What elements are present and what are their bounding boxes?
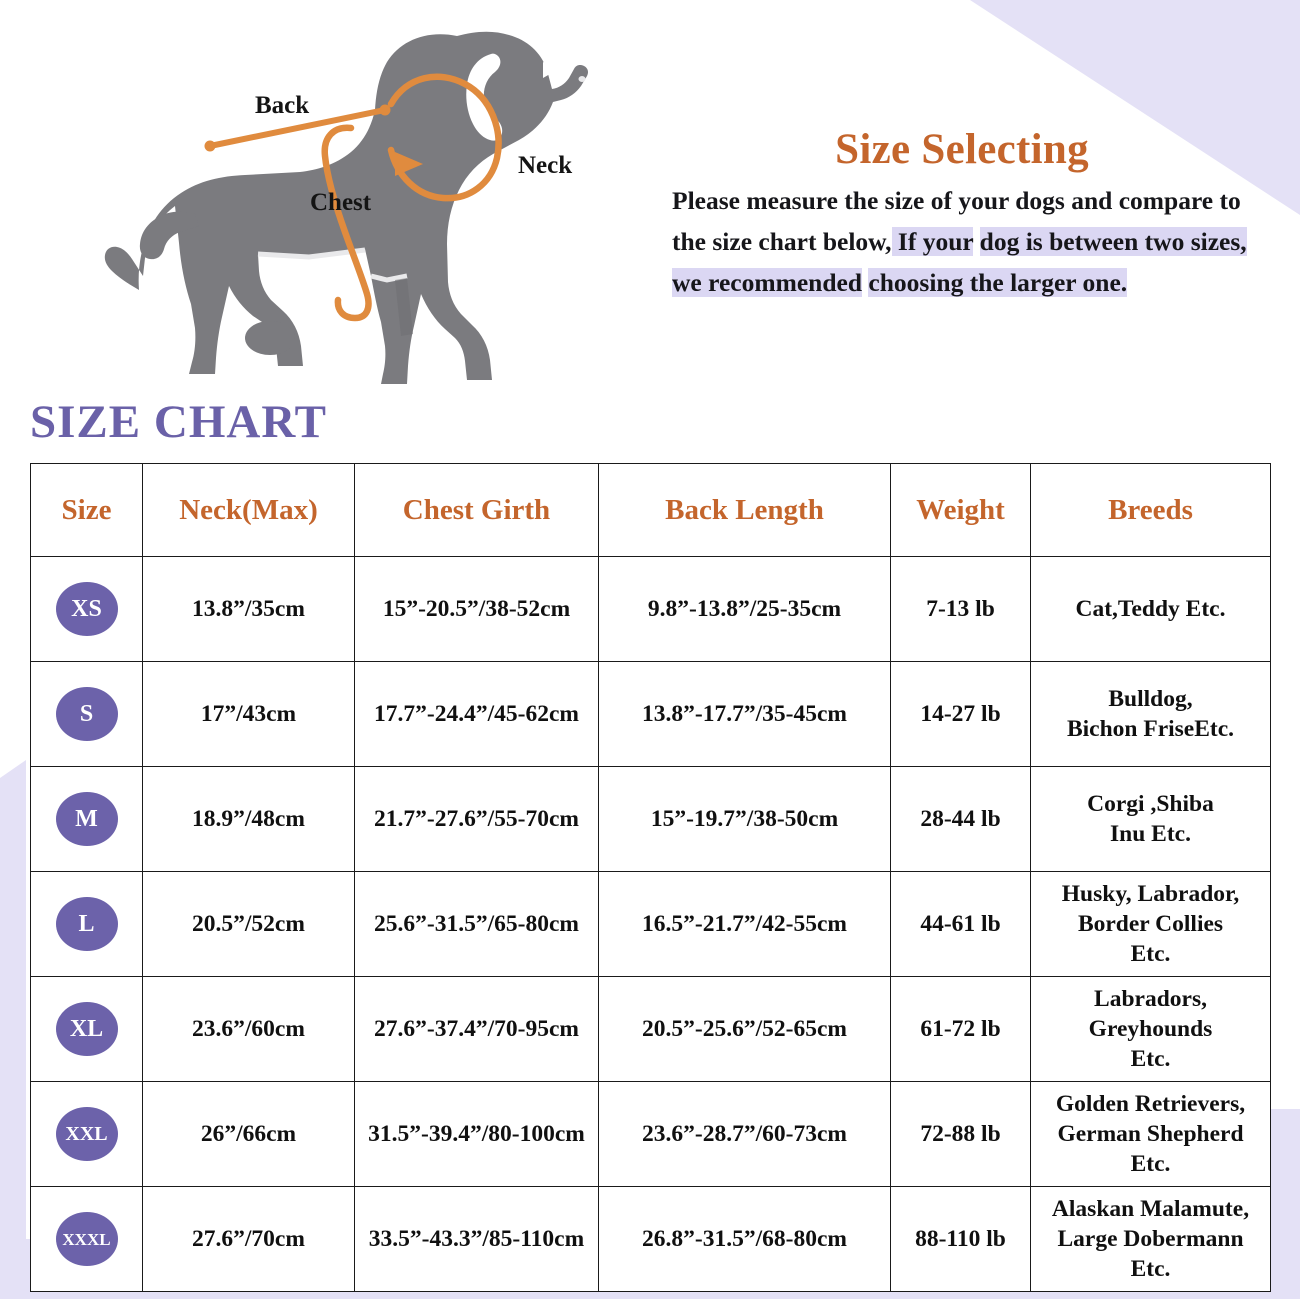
- cell-chest: 33.5”-43.3”/85-110cm: [355, 1187, 599, 1292]
- size-selecting-instructions: [672, 180, 1252, 303]
- cell-size: [31, 1082, 143, 1187]
- cell-breeds: Husky, Labrador, Border Collies Etc.: [1031, 872, 1271, 977]
- size-selecting-panel: [672, 125, 1252, 303]
- cell-weight: 7-13 lb: [891, 557, 1031, 662]
- cell-back: 13.8”-17.7”/35-45cm: [599, 662, 891, 767]
- cell-back: 15”-19.7”/38-50cm: [599, 767, 891, 872]
- cell-weight: 28-44 lb: [891, 767, 1031, 872]
- header-size: Size: [31, 464, 143, 557]
- table-row: [31, 1082, 1271, 1187]
- page-title: SIZE CHART: [30, 396, 327, 448]
- table-header-row: [31, 464, 1271, 557]
- cell-chest: 25.6”-31.5”/65-80cm: [355, 872, 599, 977]
- cell-size: [31, 977, 143, 1082]
- table-row: [31, 767, 1271, 872]
- cell-chest: 21.7”-27.6”/55-70cm: [355, 767, 599, 872]
- instructions-highlight-1: If your: [891, 227, 974, 256]
- size-selecting-title: Size Selecting: [835, 126, 1089, 173]
- cell-size: [31, 662, 143, 767]
- cell-neck: 27.6”/70cm: [143, 1187, 355, 1292]
- size-badge-xl: XL: [56, 1002, 118, 1056]
- cell-breeds: Corgi ,Shiba Inu Etc.: [1031, 767, 1271, 872]
- neck-label: Neck: [518, 152, 573, 179]
- size-badge-xxl: XXL: [56, 1107, 118, 1161]
- header-neck: Neck(Max): [143, 464, 355, 557]
- cell-back: 20.5”-25.6”/52-65cm: [599, 977, 891, 1082]
- header-back: Back Length: [599, 464, 891, 557]
- table-row: [31, 557, 1271, 662]
- cell-neck: 20.5”/52cm: [143, 872, 355, 977]
- table-body: [31, 557, 1271, 1292]
- cell-breeds: Golden Retrievers, German Shepherd Etc.: [1031, 1082, 1271, 1187]
- size-badge-xs: XS: [56, 582, 118, 636]
- size-badge-m: M: [56, 792, 118, 846]
- cell-breeds: Alaskan Malamute, Large Dobermann Etc.: [1031, 1187, 1271, 1292]
- size-chart-table-container: [30, 463, 1270, 1292]
- cell-weight: 88-110 lb: [891, 1187, 1031, 1292]
- cell-neck: 23.6”/60cm: [143, 977, 355, 1082]
- cell-size: [31, 557, 143, 662]
- header-breeds: Breeds: [1031, 464, 1271, 557]
- table-row: [31, 1187, 1271, 1292]
- cell-chest: 15”-20.5”/38-52cm: [355, 557, 599, 662]
- cell-back: 9.8”-13.8”/25-35cm: [599, 557, 891, 662]
- cell-back: 26.8”-31.5”/68-80cm: [599, 1187, 891, 1292]
- cell-weight: 44-61 lb: [891, 872, 1031, 977]
- table-head: [31, 464, 1271, 557]
- cell-neck: 18.9”/48cm: [143, 767, 355, 872]
- size-badge-xxxl: XXXL: [56, 1212, 118, 1266]
- cell-breeds: Bulldog, Bichon FriseEtc.: [1031, 662, 1271, 767]
- back-label: Back: [255, 92, 310, 119]
- size-badge-s: S: [56, 687, 118, 741]
- size-badge-l: L: [56, 897, 118, 951]
- chest-label: Chest: [310, 189, 372, 216]
- cell-chest: 17.7”-24.4”/45-62cm: [355, 662, 599, 767]
- cell-weight: 72-88 lb: [891, 1082, 1031, 1187]
- size-chart-table: [30, 463, 1271, 1292]
- table-row: [31, 872, 1271, 977]
- cell-neck: 17”/43cm: [143, 662, 355, 767]
- instructions-highlight-3: choosing the larger one.: [868, 268, 1128, 297]
- instructions-plain-part: Please measure the size of your dogs and compare to the size chart below,: [672, 186, 1241, 256]
- cell-size: [31, 872, 143, 977]
- cell-chest: 27.6”-37.4”/70-95cm: [355, 977, 599, 1082]
- cell-chest: 31.5”-39.4”/80-100cm: [355, 1082, 599, 1187]
- instructions-highlight-2: dog is between two sizes, we recommended: [672, 227, 1247, 297]
- cell-weight: 14-27 lb: [891, 662, 1031, 767]
- cell-breeds: Labradors, Greyhounds Etc.: [1031, 977, 1271, 1082]
- header-weight: Weight: [891, 464, 1031, 557]
- table-row: [31, 662, 1271, 767]
- cell-neck: 13.8”/35cm: [143, 557, 355, 662]
- table-row: [31, 977, 1271, 1082]
- header-chest: Chest Girth: [355, 464, 599, 557]
- cell-back: 23.6”-28.7”/60-73cm: [599, 1082, 891, 1187]
- cell-size: [31, 1187, 143, 1292]
- cell-breeds: Cat,Teddy Etc.: [1031, 557, 1271, 662]
- cell-weight: 61-72 lb: [891, 977, 1031, 1082]
- cell-back: 16.5”-21.7”/42-55cm: [599, 872, 891, 977]
- left-edge-decoration: [0, 760, 26, 1299]
- cell-size: [31, 767, 143, 872]
- cell-neck: 26”/66cm: [143, 1082, 355, 1187]
